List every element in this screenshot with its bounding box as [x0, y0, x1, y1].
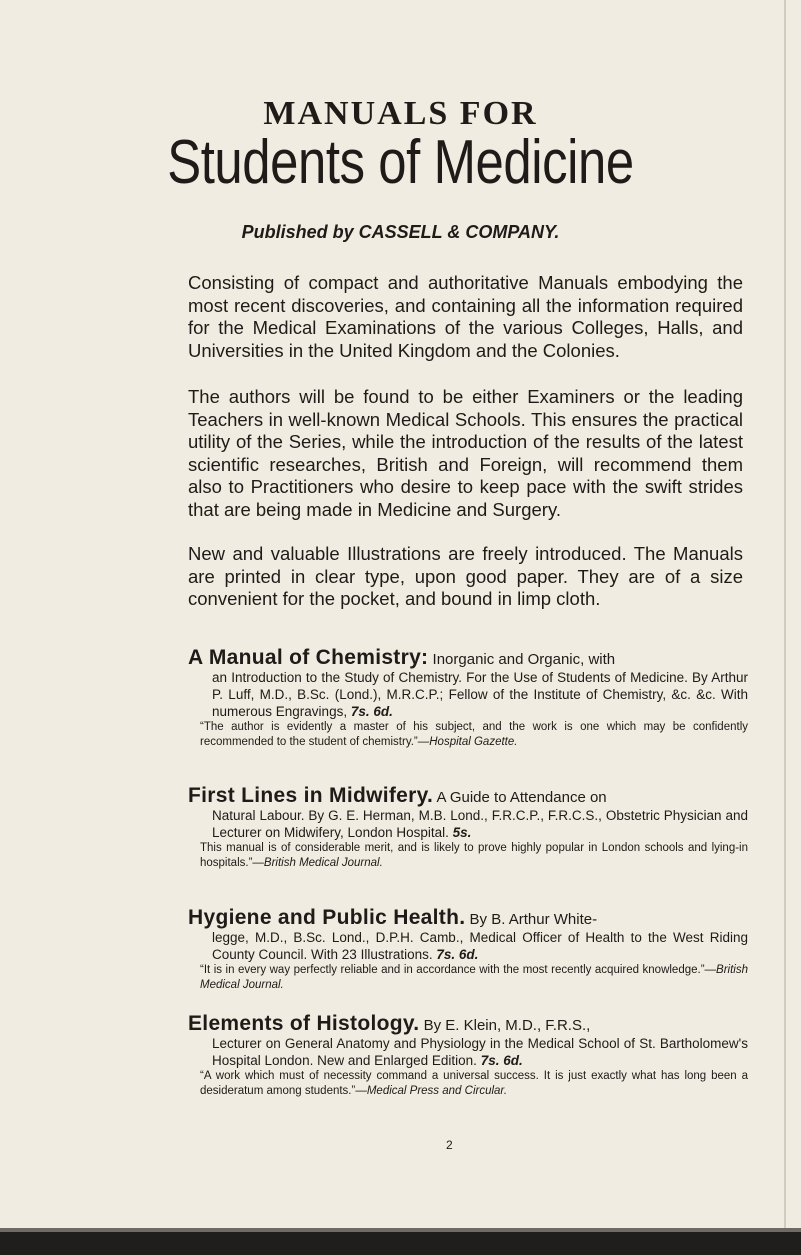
quote-source: British Medical Journal. [263, 857, 383, 869]
page-edge-shadow [784, 0, 786, 1232]
entry-subtitle: By E. Klein, M.D., F.R.S., [423, 1017, 591, 1034]
quote-source: Hospital Gazette. [429, 736, 518, 748]
intro-text [188, 386, 743, 521]
publisher-line: Published by CASSELL & COMPANY. [241, 222, 560, 242]
intro-paragraph: The authors will be found to be either Examiners or the leading Teachers in well-known Medical Schools. This ensures the practical utility of the Series, while the introduction of the results of the latest scientific researches, British and Foreign, will recommend them also to Practitioners who desire to keep pace with the swift strides that are being made in Medicine and Surgery. [188, 386, 743, 520]
entry-detail [188, 807, 748, 841]
entry-title: A Manual of Chemistry: [188, 646, 429, 669]
entry-quote [188, 841, 748, 871]
entry-quote [188, 720, 748, 750]
book-entry [188, 1014, 748, 1099]
entry-subtitle: Inorganic and Organic, with [432, 651, 616, 668]
entry-description: Lecturer on General Anatomy and Physiology in the Medical School of St. Bartholomew's Hospital London. New and Enlarged Edition. [212, 1036, 748, 1068]
entry-quote [188, 963, 748, 993]
book-entry [188, 648, 748, 750]
entry-heading [188, 908, 748, 929]
entry-description: legge, M.D., B.Sc. Lond., D.P.H. Camb., Medical Officer of Health to the West Riding County Council. With 23 Illustrations. [212, 930, 748, 962]
book-entry [188, 908, 748, 993]
entry-price: 7s. 6d. [350, 704, 393, 719]
quote-source: Medical Press and Circular. [366, 1085, 508, 1097]
intro-text [188, 272, 743, 362]
entry-description: an Introduction to the Study of Chemistry. For the Use of Students of Medicine. By Arthur P. Luff, M.D., B.Sc. (Lond.), M.R.C.P.; Fellow of the Institute of Chemistry, &c. &c. With numerous Engravings, [212, 670, 748, 719]
quote-source: British Medical Journal. [200, 964, 748, 991]
entry-heading [188, 786, 748, 807]
book-entry [188, 786, 748, 871]
quote-text: “It is in every way perfectly reliable and in accordance with the most recently acquired knowledge.”— [200, 964, 717, 976]
entry-title: First Lines in Midwifery. [188, 784, 434, 807]
entry-description: Natural Labour. By G. E. Herman, M.B. Lond., F.R.C.P., F.R.C.S., Obstetric Physician and Lecturer on Midwifery, London Hospital. [212, 808, 748, 840]
intro-text [188, 543, 743, 611]
intro-paragraph: New and valuable Illustrations are freely introduced. The Manuals are printed in clear type, upon good paper. They are of a size convenient for the pocket, and bound in limp cloth. [188, 543, 743, 609]
entry-detail [188, 929, 748, 963]
quote-text: This manual is of considerable merit, and is likely to prove highly popular in London schools and lying-in hospitals.”— [200, 842, 748, 869]
entry-price: 7s. 6d. [436, 947, 479, 962]
entry-heading [188, 1014, 748, 1035]
entry-detail [188, 669, 748, 720]
page-title: Students of Medicine [167, 128, 634, 197]
entry-detail [188, 1035, 748, 1069]
entry-title: Elements of Histology. [188, 1012, 420, 1035]
entry-quote [188, 1069, 748, 1099]
quote-text: “A work which must of necessity command a universal success. It is just exactly what has long been a desideratum among students.”— [200, 1070, 748, 1097]
intro-paragraph: Consisting of compact and authoritative Manuals embodying the most recent discoveries, and containing all the information required for the Medical Examinations of the various Colleges, Halls, and Universities in the United Kingdom and the Colonies. [188, 272, 743, 361]
entry-price: 7s. 6d. [480, 1053, 523, 1068]
entry-title: Hygiene and Public Health. [188, 906, 466, 929]
scan-bottom-edge [0, 1232, 801, 1255]
pre-title: MANUALS FOR [263, 95, 538, 132]
entry-heading [188, 648, 748, 669]
entry-subtitle: A Guide to Attendance on [436, 789, 607, 806]
entry-price: 5s. [452, 825, 472, 840]
page-number: 2 [446, 1138, 453, 1152]
entry-subtitle: By B. Arthur White- [469, 911, 598, 928]
quote-text: “The author is evidently a master of his subject, and the work is one which may be confidently recommended to the student of chemistry.”— [200, 721, 748, 748]
